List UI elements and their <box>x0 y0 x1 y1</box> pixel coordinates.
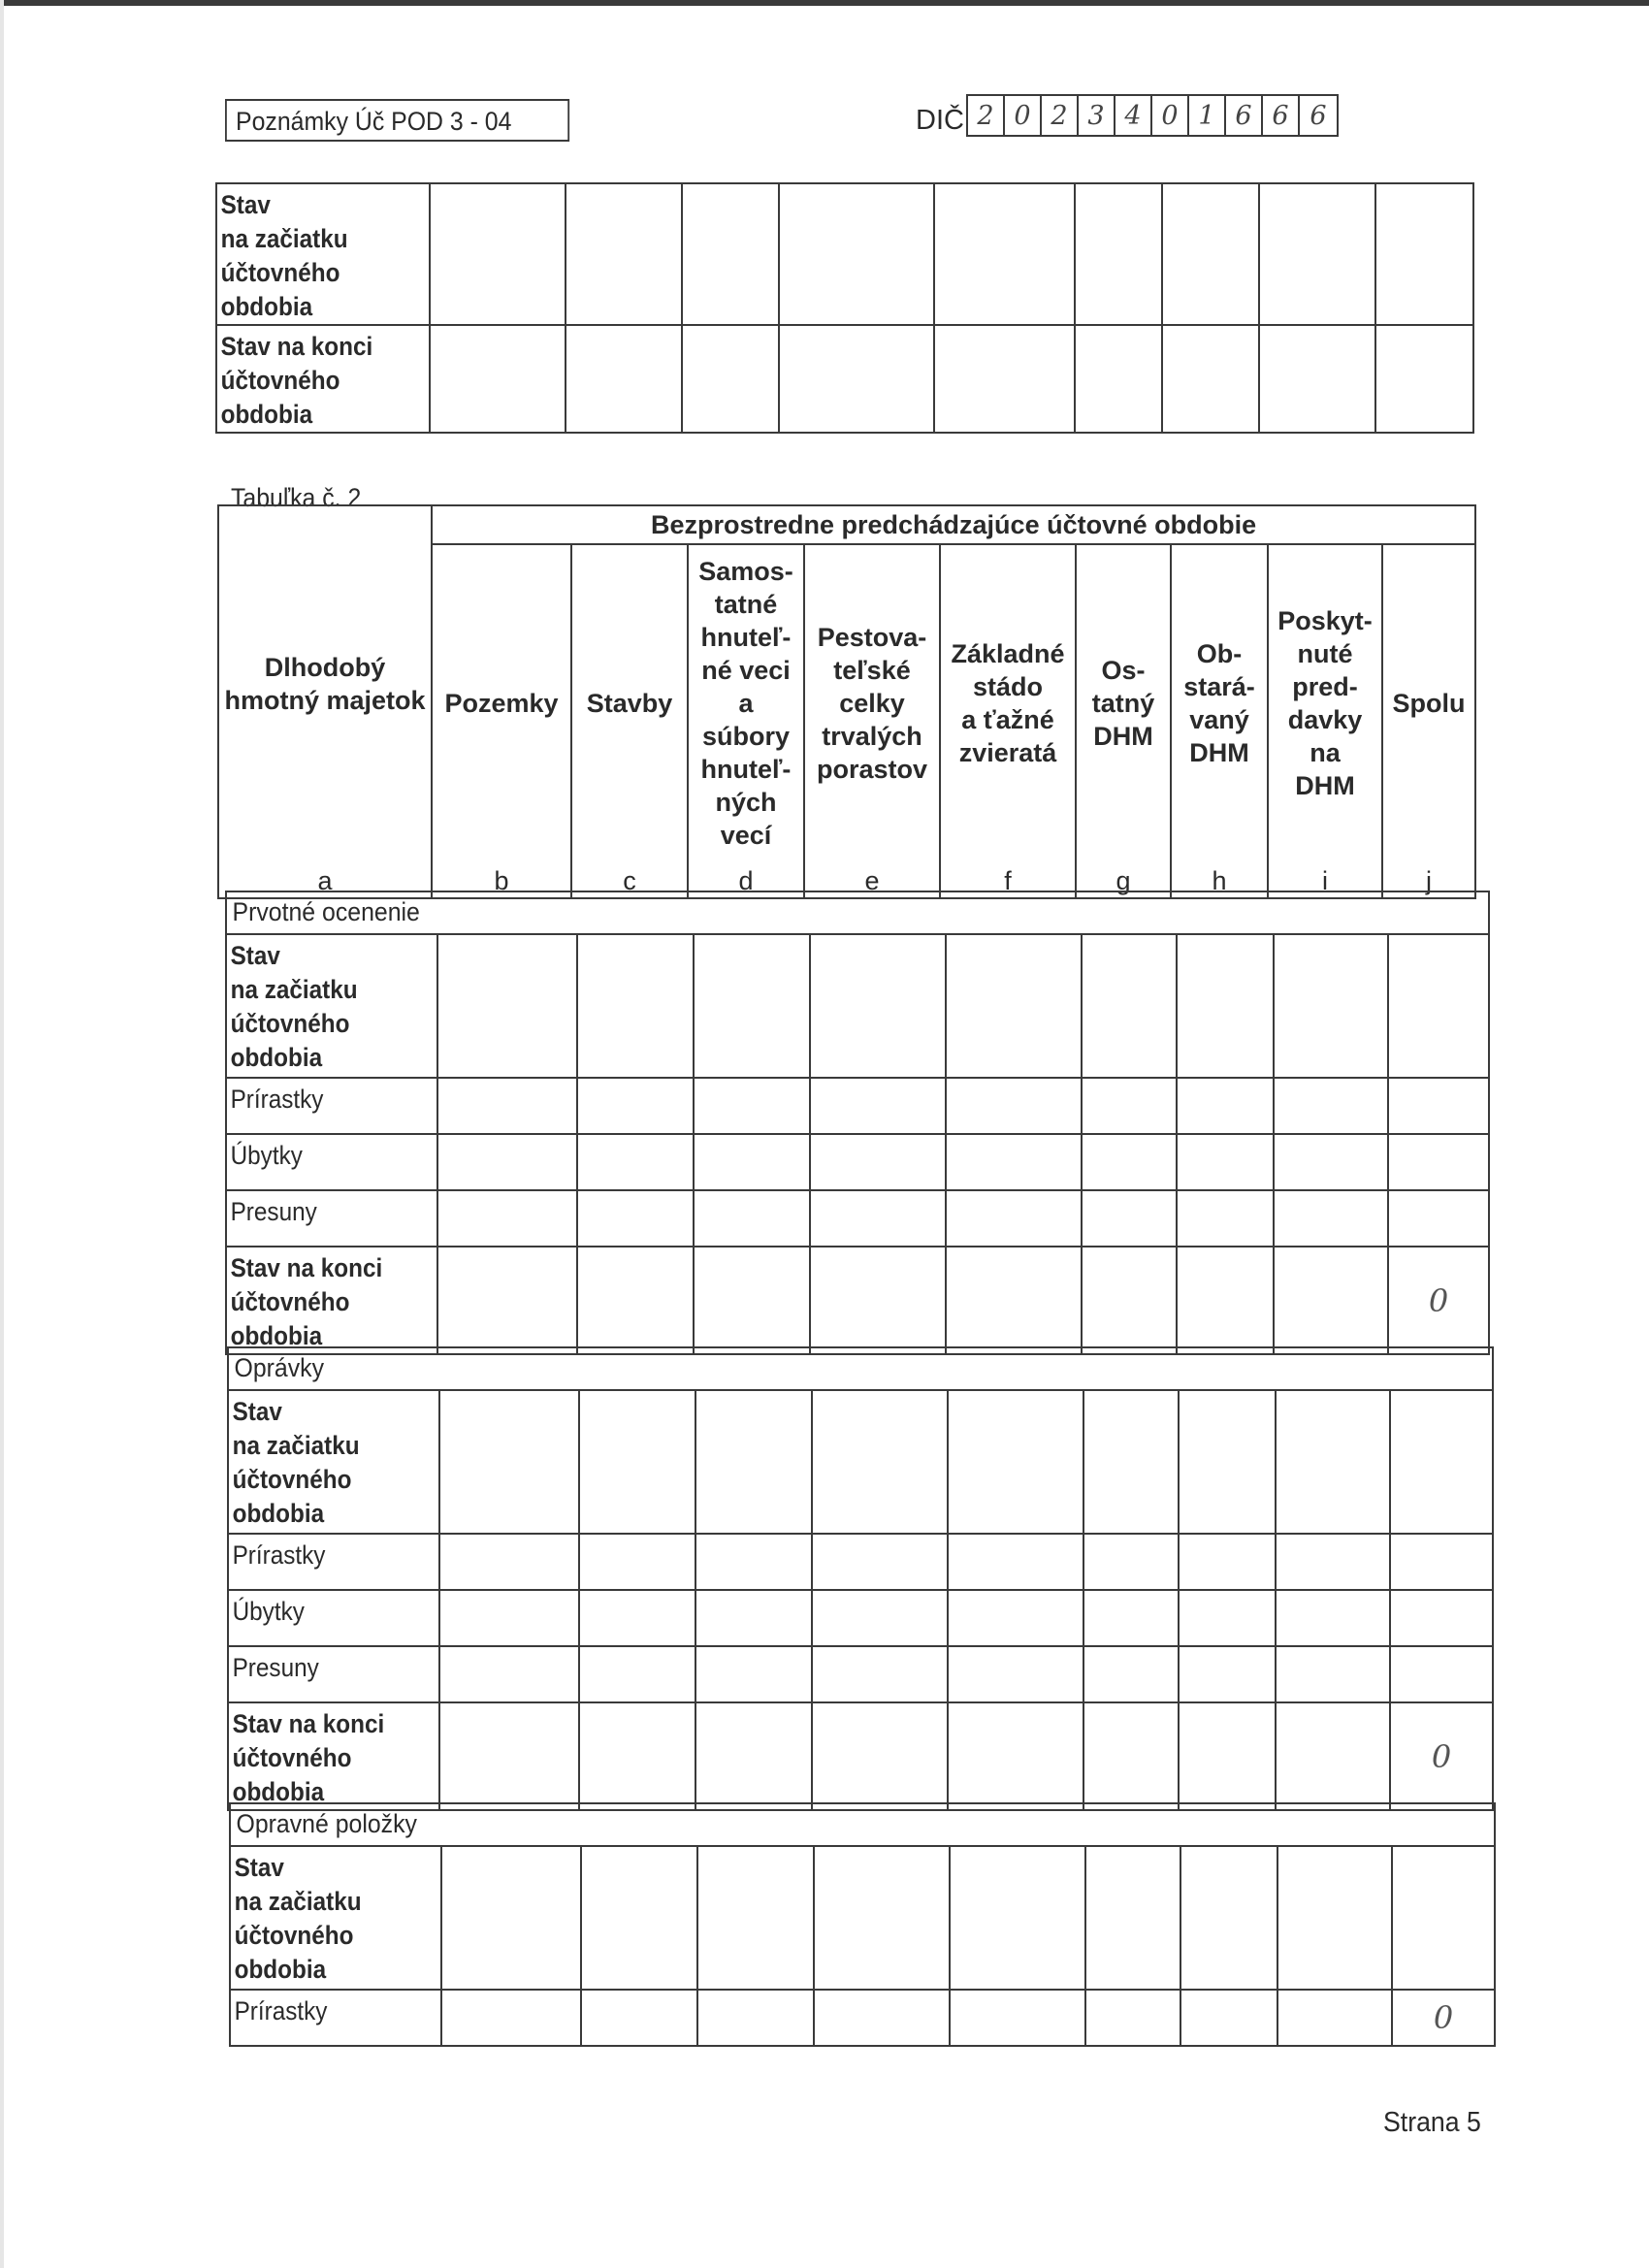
value-cell <box>695 1590 812 1646</box>
spolu-value <box>1390 1646 1493 1702</box>
value-cell <box>694 1247 810 1354</box>
value-cell <box>437 1190 577 1247</box>
value-cell <box>439 1646 579 1702</box>
value-cell <box>1083 1646 1179 1702</box>
value-cell <box>810 1247 946 1354</box>
row-label: Stav na začiatku účtovného obdobia <box>226 934 437 1078</box>
value-cell <box>948 1534 1083 1590</box>
value-cell <box>441 1990 581 2046</box>
column-header-d: Samos- tatné hnuteľ- né veci a súbory hnuteľ- ných vecí <box>688 544 804 860</box>
column-header-i: Poskyt- nuté pred- davky na DHM <box>1268 544 1382 860</box>
value-cell <box>1177 1078 1274 1134</box>
value-cell <box>1082 1078 1177 1134</box>
section-opravne-polozky <box>229 1802 1496 2047</box>
dic-label: DIČ <box>916 105 964 136</box>
value-cell <box>779 325 934 433</box>
value-cell <box>1082 934 1177 1078</box>
value-cell <box>1179 1390 1276 1534</box>
value-cell <box>694 1078 810 1134</box>
value-cell <box>946 1078 1082 1134</box>
value-cell <box>579 1390 695 1534</box>
value-cell <box>1277 1990 1392 2046</box>
row-label: Stav na konci účtovného obdobia <box>226 1247 437 1354</box>
value-cell <box>1179 1534 1276 1590</box>
value-cell <box>1277 1846 1392 1990</box>
value-cell <box>810 1134 946 1190</box>
row-label: Prírastky <box>228 1534 439 1590</box>
column-header-h: Ob- stará- vaný DHM <box>1171 544 1268 860</box>
value-cell <box>1083 1590 1179 1646</box>
dic-digit: 3 <box>1079 96 1116 135</box>
value-cell <box>579 1702 695 1810</box>
value-cell <box>430 183 566 325</box>
dic-digit: 0 <box>1005 96 1042 135</box>
section-title: Oprávky <box>228 1347 1493 1390</box>
spolu-value: 0 <box>1388 1247 1489 1354</box>
value-cell <box>1274 1190 1388 1247</box>
value-cell <box>1180 1846 1277 1990</box>
row-label: Prírastky <box>226 1078 437 1134</box>
dic-digit: 2 <box>1042 96 1079 135</box>
value-cell <box>437 934 577 1078</box>
value-cell <box>812 1590 948 1646</box>
value-cell <box>1276 1590 1390 1646</box>
value-cell <box>812 1702 948 1810</box>
value-cell <box>1083 1390 1179 1534</box>
column-letter: e <box>804 860 940 898</box>
spolu-value <box>1388 1190 1489 1247</box>
row-label: Prírastky <box>230 1990 441 2046</box>
value-cell <box>812 1646 948 1702</box>
section-prvotne-ocenenie <box>225 891 1490 1355</box>
group-title: Bezprostredne predchádzajúce účtovné obdobie <box>432 505 1475 544</box>
column-header-j: Spolu <box>1382 544 1475 860</box>
value-cell <box>1274 1078 1388 1134</box>
value-cell <box>682 325 779 433</box>
dic-field <box>966 94 1339 137</box>
spolu-value <box>1388 1134 1489 1190</box>
row-label: Stav na začiatku účtovného obdobia <box>216 183 430 325</box>
value-cell <box>695 1646 812 1702</box>
value-cell <box>1179 1590 1276 1646</box>
value-cell <box>934 183 1075 325</box>
value-cell <box>1075 183 1162 325</box>
row-label: Úbytky <box>226 1134 437 1190</box>
column-letter: b <box>432 860 571 898</box>
column-header-c: Stavby <box>571 544 688 860</box>
row-label: Presuny <box>228 1646 439 1702</box>
value-cell <box>439 1534 579 1590</box>
value-cell <box>577 1078 694 1134</box>
column-letter: j <box>1382 860 1475 898</box>
row-label: Stav na začiatku účtovného obdobia <box>228 1390 439 1534</box>
value-cell <box>1082 1247 1177 1354</box>
spolu-value <box>1375 325 1473 433</box>
value-cell <box>814 1990 950 2046</box>
dic-digit: 1 <box>1189 96 1226 135</box>
column-letter: d <box>688 860 804 898</box>
value-cell <box>948 1590 1083 1646</box>
value-cell <box>1276 1702 1390 1810</box>
value-cell <box>948 1390 1083 1534</box>
value-cell <box>1259 183 1375 325</box>
section-title: Opravné položky <box>230 1803 1495 1846</box>
value-cell <box>581 1990 697 2046</box>
column-letter: c <box>571 860 688 898</box>
spolu-value: 0 <box>1390 1702 1493 1810</box>
spolu-value <box>1388 934 1489 1078</box>
value-cell <box>1083 1534 1179 1590</box>
value-cell <box>1082 1134 1177 1190</box>
value-cell <box>695 1534 812 1590</box>
value-cell <box>946 934 1082 1078</box>
column-letter: a <box>218 860 432 898</box>
value-cell <box>812 1390 948 1534</box>
value-cell <box>1177 934 1274 1078</box>
form-label: Poznámky Úč POD 3 - 04 <box>225 99 569 142</box>
value-cell <box>579 1534 695 1590</box>
value-cell <box>1082 1190 1177 1247</box>
value-cell <box>946 1247 1082 1354</box>
spolu-value <box>1392 1846 1495 1990</box>
value-cell <box>1085 1846 1180 1990</box>
value-cell <box>810 1078 946 1134</box>
value-cell <box>695 1702 812 1810</box>
value-cell <box>577 934 694 1078</box>
column-header-e: Pestova- teľské celky trvalých porastov <box>804 544 940 860</box>
column-header-a: Dlhodobý hmotný majetok <box>218 505 432 860</box>
value-cell <box>1177 1190 1274 1247</box>
value-cell <box>779 183 934 325</box>
spolu-value: 0 <box>1392 1990 1495 2046</box>
value-cell <box>1276 1390 1390 1534</box>
value-cell <box>1162 183 1259 325</box>
value-cell <box>1177 1247 1274 1354</box>
value-cell <box>1085 1990 1180 2046</box>
row-label: Stav na začiatku účtovného obdobia <box>230 1846 441 1990</box>
table2-header <box>217 504 1476 899</box>
column-header-g: Os- tatný DHM <box>1076 544 1171 860</box>
value-cell <box>697 1846 814 1990</box>
value-cell <box>439 1702 579 1810</box>
value-cell <box>946 1134 1082 1190</box>
dic-digit: 6 <box>1226 96 1263 135</box>
section-opravky <box>227 1346 1494 1811</box>
value-cell <box>948 1702 1083 1810</box>
dic-digit: 0 <box>1152 96 1189 135</box>
value-cell <box>934 325 1075 433</box>
row-label: Stav na konci účtovného obdobia <box>216 325 430 433</box>
value-cell <box>1179 1702 1276 1810</box>
value-cell <box>439 1590 579 1646</box>
value-cell <box>810 1190 946 1247</box>
value-cell <box>694 1190 810 1247</box>
value-cell <box>694 934 810 1078</box>
value-cell <box>1276 1534 1390 1590</box>
value-cell <box>946 1190 1082 1247</box>
row-label: Úbytky <box>228 1590 439 1646</box>
value-cell <box>1179 1646 1276 1702</box>
value-cell <box>814 1846 950 1990</box>
value-cell <box>695 1390 812 1534</box>
value-cell <box>441 1846 581 1990</box>
value-cell <box>1276 1646 1390 1702</box>
section-title: Prvotné ocenenie <box>226 891 1489 934</box>
value-cell <box>810 934 946 1078</box>
page-number: Strana 5 <box>1383 2107 1481 2138</box>
column-letter: g <box>1076 860 1171 898</box>
spolu-value <box>1390 1590 1493 1646</box>
value-cell <box>1083 1702 1179 1810</box>
value-cell <box>566 325 682 433</box>
value-cell <box>950 1990 1085 2046</box>
value-cell <box>812 1534 948 1590</box>
dic-digit: 4 <box>1116 96 1152 135</box>
value-cell <box>437 1247 577 1354</box>
row-label: Stav na konci účtovného obdobia <box>228 1702 439 1810</box>
continuation-table <box>215 182 1474 434</box>
scan-left-edge <box>0 0 4 2268</box>
value-cell <box>577 1134 694 1190</box>
spolu-value <box>1388 1078 1489 1134</box>
value-cell <box>697 1990 814 2046</box>
dic-digit: 2 <box>968 96 1005 135</box>
column-letter: h <box>1171 860 1268 898</box>
value-cell <box>577 1190 694 1247</box>
row-label: Presuny <box>226 1190 437 1247</box>
value-cell <box>437 1078 577 1134</box>
value-cell <box>1274 1247 1388 1354</box>
value-cell <box>1180 1990 1277 2046</box>
value-cell <box>1274 934 1388 1078</box>
table-caption: Tabuľka č. 2 <box>231 483 362 512</box>
value-cell <box>430 325 566 433</box>
dic-digit: 6 <box>1310 100 1327 131</box>
value-cell <box>439 1390 579 1534</box>
value-cell <box>437 1134 577 1190</box>
dic-digit: 6 <box>1263 96 1300 135</box>
column-header-f: Základné stádo a ťažné zvieratá <box>940 544 1076 860</box>
value-cell <box>694 1134 810 1190</box>
scan-top-edge <box>0 0 1649 6</box>
value-cell <box>579 1590 695 1646</box>
value-cell <box>1177 1134 1274 1190</box>
value-cell <box>577 1247 694 1354</box>
value-cell <box>579 1646 695 1702</box>
value-cell <box>1274 1134 1388 1190</box>
value-cell <box>948 1646 1083 1702</box>
column-header-b: Pozemky <box>432 544 571 860</box>
spolu-value <box>1390 1534 1493 1590</box>
column-letter: f <box>940 860 1076 898</box>
value-cell <box>1162 325 1259 433</box>
value-cell <box>1075 325 1162 433</box>
value-cell <box>581 1846 697 1990</box>
column-letter: i <box>1268 860 1382 898</box>
value-cell <box>566 183 682 325</box>
value-cell <box>950 1846 1085 1990</box>
value-cell <box>1259 325 1375 433</box>
spolu-value <box>1375 183 1473 325</box>
spolu-value <box>1390 1390 1493 1534</box>
value-cell <box>682 183 779 325</box>
